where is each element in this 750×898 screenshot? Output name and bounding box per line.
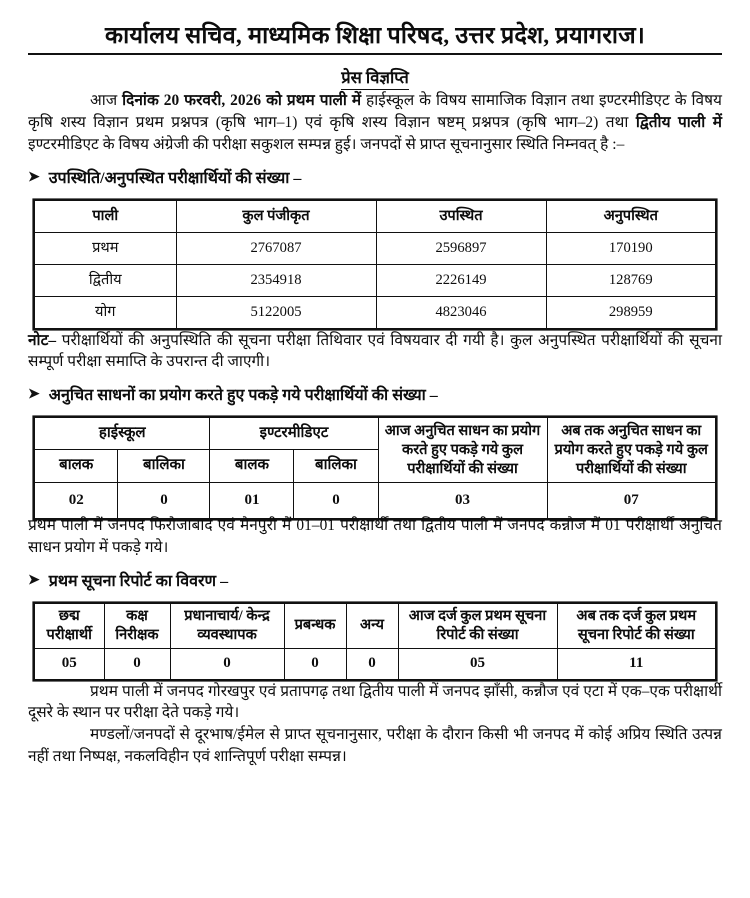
- cell-highschool-girls: 0: [118, 483, 210, 519]
- intro-text-part3: इण्टरमीडिएट के विषय अंग्रेजी की परीक्षा सकुशल सम्पन्न हुई। जनपदों से प्राप्त सूचनानुसार स्थिति निम्नवत् है :–: [28, 135, 625, 153]
- group-header-intermediate: इण्टरमीडिएट: [210, 417, 378, 449]
- cell-fir-cumulative: 11: [557, 648, 716, 680]
- column-header-absent: अनुपस्थित: [546, 200, 716, 233]
- fir-paragraph: प्रथम पाली में जनपद गोरखपुर एवं प्रतापगढ़ तथा द्वितीय पाली में जनपद झॉंसी, कन्नौज एवं एटा में एक–एक परीक्षार्थी दूसरे के स्थान पर परीक्षा देते पकड़े गये।: [28, 682, 722, 722]
- column-header-registered: कुल पंजीकृत: [176, 200, 376, 233]
- column-header-principal-center-manager: प्रधानाचार्य/ केन्द्र व्यवस्थापक: [170, 603, 284, 648]
- cell-other: 0: [346, 648, 398, 680]
- cell-intermediate-boys: 01: [210, 483, 294, 519]
- section-heading-label: प्रथम सूचना रिपोर्ट का विवरण –: [48, 572, 229, 590]
- cell-today-total: 03: [378, 483, 547, 519]
- unfair-means-paragraph: प्रथम पाली में जनपद फिरोजाबाद एवं मैनपुरी में 01–01 परीक्षार्थी तथा द्वितीय पाली में जनपद कन्नौज में 01 परीक्षार्थी अनुचित साधन प्रयोग में पकड़े गये।: [28, 517, 722, 556]
- table-row: [34, 296, 716, 329]
- cell-absent: 170190: [546, 232, 716, 264]
- cell-present: 4823046: [376, 296, 546, 329]
- subtitle-container: [28, 68, 722, 90]
- section-heading-unfair-means: [28, 386, 722, 407]
- column-header-fir-cumulative: अब तक दर्ज कुल प्रथम सूचना रिपोर्ट की संख्या: [557, 603, 716, 648]
- cell-shift: योग: [34, 296, 176, 329]
- table-header-row: [34, 603, 716, 648]
- column-header-invigilator: कक्ष निरीक्षक: [104, 603, 170, 648]
- cell-shift: द्वितीय: [34, 264, 176, 296]
- cell-absent: 128769: [546, 264, 716, 296]
- attendance-table-container: [28, 190, 722, 330]
- cell-present: 2596897: [376, 232, 546, 264]
- unfair-means-table-container: [28, 407, 722, 515]
- column-header-present: उपस्थित: [376, 200, 546, 233]
- note-paragraph: [28, 330, 722, 374]
- column-header-intermediate-girls: बालिका: [294, 449, 378, 483]
- column-header-intermediate-boys: बालक: [210, 449, 294, 483]
- column-header-fir-today: आज दर्ज कुल प्रथम सूचना रिपोर्ट की संख्या: [398, 603, 557, 648]
- intro-bold-date-shift: दिनांक 20 फरवरी, 2026 को प्रथम पाली में: [122, 92, 362, 110]
- intro-text-part2: हाईस्कूल के विषय सामाजिक विज्ञान तथा इण्टरमीडिएट के विषय कृषि शस्य विज्ञान प्रथम प्रश्नपत्र (कृषि भाग–1) एवं कृषि शस्य विज्ञान षष्टम् प्रश्नपत्र (कृषि भाग–2) तथा: [28, 92, 722, 132]
- table-group-header-row: [34, 417, 716, 449]
- cell-registered: 5122005: [176, 296, 376, 329]
- cell-absent: 298959: [546, 296, 716, 329]
- section-heading-label: अनुचित साधनों का प्रयोग करते हुए पकड़े गये परीक्षार्थियों की संख्या –: [48, 387, 438, 405]
- cell-registered: 2354918: [176, 264, 376, 296]
- cell-manager: 0: [284, 648, 346, 680]
- page-title: कार्यालय सचिव, माध्यमिक शिक्षा परिषद, उत्तर प्रदेश, प्रयागराज।: [28, 22, 722, 55]
- cell-cumulative-total: 07: [547, 483, 716, 519]
- page-subtitle: प्रेस विज्ञप्ति: [341, 68, 408, 90]
- attendance-table: [33, 199, 717, 330]
- column-header-manager: प्रबन्धक: [284, 603, 346, 648]
- cell-shift: प्रथम: [34, 232, 176, 264]
- note-label: नोट–: [28, 331, 57, 349]
- table-row: [34, 483, 716, 519]
- intro-text-part1: आज: [90, 92, 123, 110]
- table-header-row: [34, 200, 716, 233]
- column-header-shift: पाली: [34, 200, 176, 233]
- cell-present: 2226149: [376, 264, 546, 296]
- column-header-other: अन्य: [346, 603, 398, 648]
- column-header-cumulative-total: अब तक अनुचित साधन का प्रयोग करते हुए पकड़े गये कुल परीक्षार्थियों की संख्या: [547, 417, 716, 482]
- closing-paragraph: मण्डलों/जनपदों से दूरभाष/ईमेल से प्राप्त सूचनानुसार, परीक्षा के दौरान किसी भी जनपद में कोई अप्रिय स्थिति उत्पन्न नहीं तथा निष्पक्ष, नकलविहीन एवं शान्तिपूर्ण परीक्षा सम्पन्न।: [28, 726, 722, 766]
- column-header-impersonator: छद्म परीक्षार्थी: [34, 603, 104, 648]
- group-header-highschool: हाईस्कूल: [34, 417, 210, 449]
- intro-bold-second-shift: द्वितीय पाली में: [635, 114, 722, 132]
- unfair-means-table: [33, 416, 717, 520]
- triangle-bullet-icon: ➤: [28, 169, 40, 185]
- section-heading-attendance: [28, 169, 722, 190]
- cell-highschool-boys: 02: [34, 483, 118, 519]
- cell-invigilator: 0: [104, 648, 170, 680]
- fir-table: [33, 602, 717, 681]
- section-heading-fir: [28, 572, 722, 593]
- triangle-bullet-icon: ➤: [28, 572, 40, 588]
- column-header-today-total: आज अनुचित साधन का प्रयोग करते हुए पकड़े गये कुल परीक्षार्थियों की संख्या: [378, 417, 547, 482]
- cell-registered: 2767087: [176, 232, 376, 264]
- table-row: [34, 232, 716, 264]
- fir-table-container: [28, 593, 722, 681]
- table-row: [34, 264, 716, 296]
- intro-paragraph: [28, 90, 722, 156]
- column-header-highschool-boys: बालक: [34, 449, 118, 483]
- cell-fir-today: 05: [398, 648, 557, 680]
- cell-impersonator: 05: [34, 648, 104, 680]
- triangle-bullet-icon: ➤: [28, 387, 40, 403]
- table-row: [34, 648, 716, 680]
- section-heading-label: उपस्थिति/अनुपस्थित परीक्षार्थियों की संख्या –: [48, 169, 302, 187]
- column-header-highschool-girls: बालिका: [118, 449, 210, 483]
- cell-principal-center-manager: 0: [170, 648, 284, 680]
- note-text: परीक्षार्थियों की अनुपस्थिति की सूचना परीक्षा तिथिवार एवं विषयवार दी गयी है। कुल अनुपस्थित परीक्षार्थियों की सूचना सम्पूर्ण परीक्षा समाप्ति के उपरान्त दी जाएगी।: [28, 331, 722, 371]
- cell-intermediate-girls: 0: [294, 483, 378, 519]
